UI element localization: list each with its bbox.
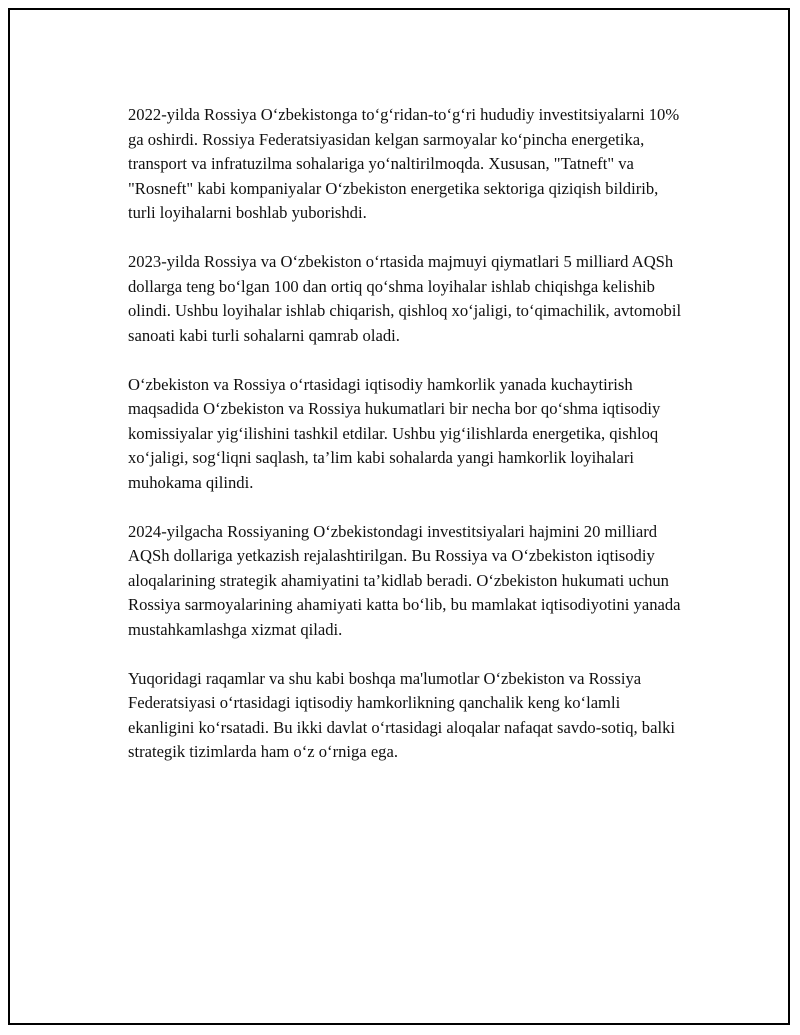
paragraph-4: 2024-yilgacha Rossiyaning O‘zbekistondagi investitsiyalari hajmini 20 milliard AQSh dollariga yetkazish rejalashtirilgan. Bu Rossiya va O‘zbekiston iqtisodiy aloqalarining strategik ahamiyatini ta’kidlab beradi. O‘zbekiston hukumati uchun Rossiya sarmoyalarining ahamiyati katta bo‘lib, bu mamlakat iqtisodiyotini yanada mustahkamlashga xizmat qiladi.	[128, 521, 681, 639]
paragraph-2: 2023-yilda Rossiya va O‘zbekiston o‘rtasida majmuyi qiymatlari 5 milliard AQSh dollarga teng bo‘lgan 100 dan ortiq qo‘shma loyihalar ishlab chiqishga kelishib olindi. Ushbu loyihalar ishlab chiqarish, qishloq xo‘jaligi, to‘qimachilik, avtomobil sanoati kabi turli sohalarni qamrab oladi.	[128, 252, 682, 345]
paragraph-3: O‘zbekiston va Rossiya o‘rtasidagi iqtisodiy hamkorlik yanada kuchaytirish maqsadida O‘zbekiston va Rossiya hukumatlari bir necha bor qo‘shma iqtisodiy komissiyalar yig‘ilishini tashkil etdilar. Ushbu yig‘ilishlarda energetika, qishloq xo‘jaligi, sog‘liqni saqlash, ta’lim kabi sohalarda yangi hamkorlik loyihalari muhokama qilindi.	[128, 374, 661, 492]
paragraph-1: 2022-yilda Rossiya O‘zbekistonga to‘g‘ridan-to‘g‘ri hududiy investitsiyalarni 10% ga oshirdi. Rossiya Federatsiyasidan kelgan sarmoyalar ko‘pincha energetika, transport va infratuzilma sohalariga yo‘naltirilmoqda. Xususan, "Tatneft" va "Rosneft" kabi kompaniyalar O‘zbekiston energetika sektoriga qiziqish bildirib, turli loyihalarni boshlab yuborishdi.	[128, 105, 680, 222]
page-frame	[8, 8, 790, 1025]
paragraph-5: Yuqoridagi raqamlar va shu kabi boshqa ma'lumotlar O‘zbekiston va Rossiya Federatsiyasi o‘rtasidagi iqtisodiy hamkorlikning qanchalik keng ko‘lamli ekanligini ko‘rsatadi. Bu ikki davlat o‘rtasidagi aloqalar nafaqat savdo-sotiq, balki strategik tizimlarda ham o‘z o‘rniga ega.	[128, 668, 675, 761]
document-body	[128, 103, 688, 789]
